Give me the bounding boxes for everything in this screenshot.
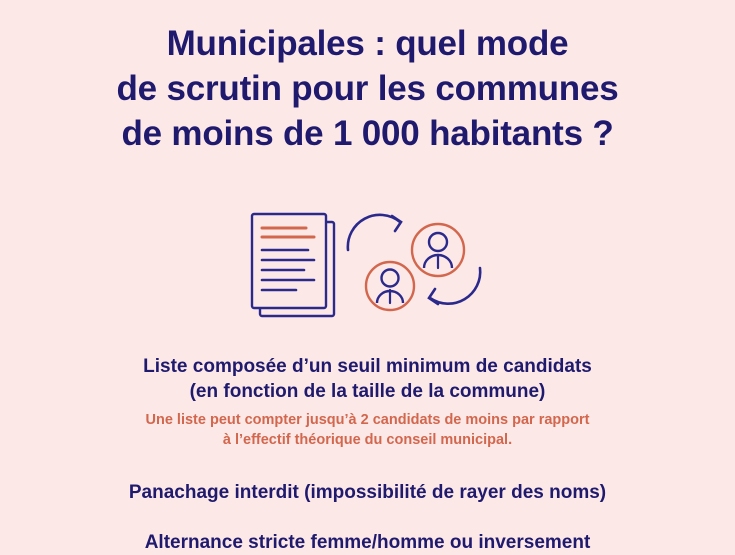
note-line-2: à l’effectif théorique du conseil municipal. [222,431,513,448]
statement-alternance-stricte [18,530,718,555]
note-line-1: Une liste peut compter jusqu’à 2 candidats de moins par rapport [145,411,590,428]
statement-3-line-1: Alternance stricte femme/homme ou inversement [144,532,591,554]
statement-panachage-interdit [18,480,718,505]
person-avatar-lower [366,262,414,310]
title-line-2: de scrutin pour les communes [116,68,619,108]
statement-1-line-1: Liste composée d’un seuil minimum de candidats [143,355,592,377]
page-title [18,22,718,156]
statement-2-line-1: Panachage interdit (impossibilité de rayer des noms) [128,482,607,504]
statement-candidate-minimum-note [18,411,718,450]
ballot-list-document-front [252,214,326,308]
document-and-people-illustration [248,206,488,326]
person-avatar-upper [412,224,464,276]
title-line-1: Municipales : quel mode [166,24,569,63]
title-line-3: de moins de 1 000 habitants ? [121,113,614,153]
circular-arrow-upper [347,215,400,250]
statement-candidate-minimum [18,354,718,404]
statement-1-line-2: (en fonction de la taille de la commune) [189,380,546,402]
statements-block [18,354,718,555]
